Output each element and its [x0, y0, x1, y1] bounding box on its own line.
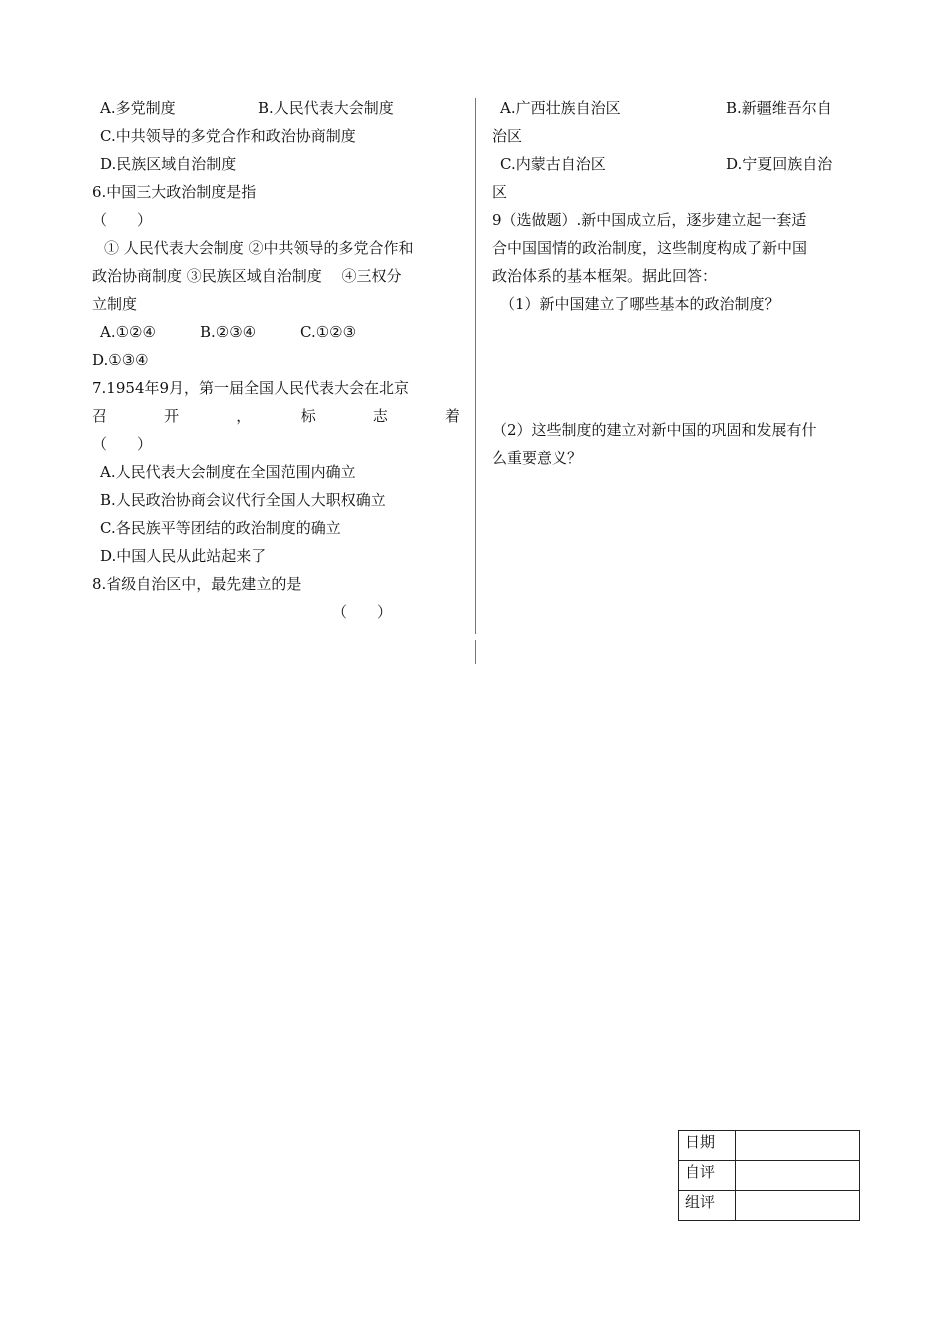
group-evaluation-value[interactable]: [736, 1191, 860, 1221]
q7-stem-line2: 召 开 ， 标 志 着: [92, 407, 460, 425]
q9-subquestion-2-line2: 么重要意义？: [492, 449, 583, 467]
q8-stem: 8.省级自治区中，最先建立的是: [92, 575, 302, 593]
q7-stem-line1: 7.1954年9月，第一届全国人民代表大会在北京: [92, 379, 410, 397]
q6-items-line2: 政治协商制度 ③民族区域自治制度 ④三权分: [92, 267, 402, 285]
q5-options-ab: [92, 94, 460, 122]
q6-stem: 6.中国三大政治制度是指: [92, 183, 257, 201]
q5-option-d: D.民族区域自治制度: [100, 155, 237, 173]
q5-option-a: A.多党制度: [100, 99, 176, 117]
q7-option-a: A.人民代表大会制度在全国范围内确立: [100, 463, 356, 481]
table-row: [679, 1131, 860, 1161]
q5-option-b: B.人民代表大会制度: [258, 99, 394, 117]
q7-answer-paren: （ ）: [92, 435, 153, 453]
q9-subquestion-2-line1: （2）这些制度的建立对新中国的巩固和发展有什: [492, 421, 817, 439]
right-column: [492, 94, 862, 472]
date-value[interactable]: [736, 1131, 860, 1161]
q8-option-b: B.新疆维吾尔自: [726, 99, 832, 117]
q8-option-d-wrap: 区: [492, 183, 508, 201]
evaluation-table: [678, 1130, 860, 1221]
q9-answer-space-1: [492, 318, 862, 416]
q7-option-c: C.各民族平等团结的政治制度的确立: [100, 519, 341, 537]
q8-option-d: D.宁夏回族自治: [726, 155, 833, 173]
q9-stem-line3: 政治体系的基本框架。据此回答：: [492, 267, 718, 285]
q8-option-c: C.内蒙古自治区: [500, 155, 606, 173]
column-divider-tail: [475, 640, 476, 664]
q8-option-b-wrap: 治区: [492, 127, 523, 145]
table-row: [679, 1191, 860, 1221]
q9-subquestion-1: （1）新中国建立了哪些基本的政治制度？: [500, 295, 780, 313]
q8-options-cd: [492, 150, 862, 178]
q6-option-b: B.②③④: [200, 323, 257, 341]
q6-option-c: C.①②③: [300, 323, 357, 341]
q8-option-a: A.广西壮族自治区: [500, 99, 621, 117]
column-divider: [475, 98, 476, 634]
q6-options: [92, 318, 460, 346]
q7-option-b: B.人民政治协商会议代行全国人大职权确立: [100, 491, 386, 509]
self-evaluation-value[interactable]: [736, 1161, 860, 1191]
q8-answer-paren: （ ）: [332, 603, 393, 621]
q6-items-line3: 立制度: [92, 295, 138, 313]
left-column: [92, 94, 460, 626]
date-label: 日期: [679, 1131, 736, 1161]
q7-option-d: D.中国人民从此站起来了: [100, 547, 267, 565]
q6-items-line1: ① 人民代表大会制度 ②中共领导的多党合作和: [104, 239, 414, 257]
q8-options-ab: [492, 94, 862, 122]
q6-option-a: A.①②④: [100, 323, 156, 341]
q6-option-d: D.①③④: [92, 351, 149, 369]
q6-answer-paren: （ ）: [92, 211, 153, 229]
q5-option-c: C.中共领导的多党合作和政治协商制度: [100, 127, 356, 145]
q9-stem-line2: 合中国国情的政治制度，这些制度构成了新中国: [492, 239, 808, 257]
table-row: [679, 1161, 860, 1191]
group-evaluation-label: 组评: [679, 1191, 736, 1221]
self-evaluation-label: 自评: [679, 1161, 736, 1191]
q9-stem-line1: 9（选做题）.新中国成立后，逐步建立起一套适: [492, 211, 807, 229]
